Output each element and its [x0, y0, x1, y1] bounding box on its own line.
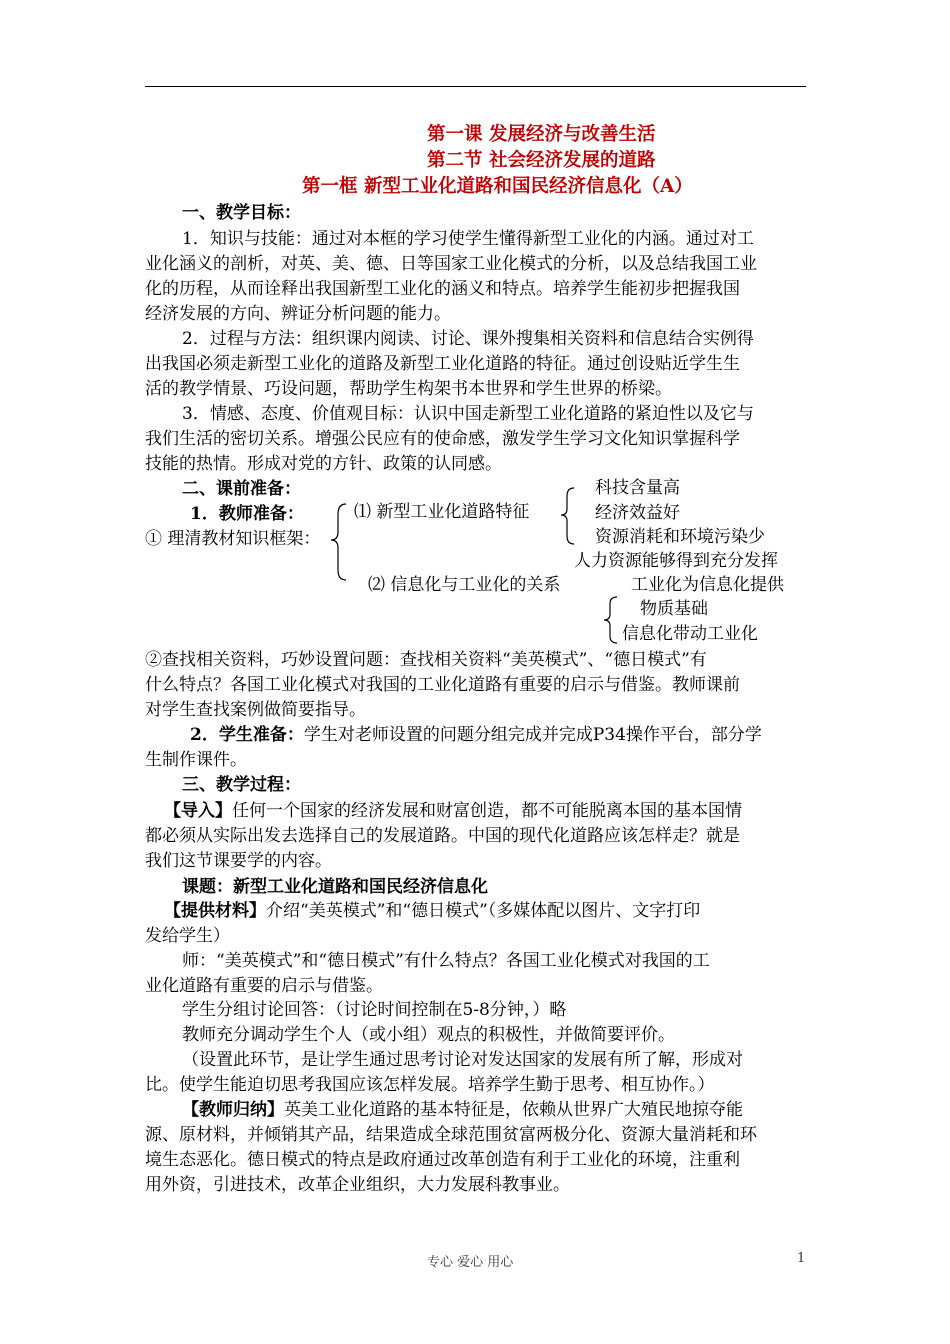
paragraph-line: 化的历程，从而诠释出我国新型工业化的涵义和特点。培养学生能初步把握我国 [145, 279, 740, 299]
features-brace-icon [558, 486, 578, 546]
paragraph-line: 比。使学生能迫切思考我国应该怎样发展。培养学生勤于思考、相互协作。） [145, 1075, 715, 1095]
paragraph-line: 出我国必须走新型工业化的道路及新型工业化道路的特征。通过创设贴近学生生 [145, 354, 740, 374]
paragraph-line: 活的教学情景、巧设问题，帮助学生构架书本世界和学生世界的桥梁。 [145, 379, 672, 399]
paragraph-line: 师：“美英模式”和“德日模式”有什么特点？各国工业化模式对我国的工 [182, 951, 710, 971]
paragraph-line: 什么特点？各国工业化模式对我国的工业化道路有重要的启示与借鉴。教师课前 [145, 675, 740, 695]
relationship-item: 物质基础 [640, 599, 708, 619]
paragraph-line: 源、原材料，并倾销其产品，结果造成全球范围贫富两极分化、资源大量消耗和环 [145, 1125, 757, 1145]
framework-branch-features: ⑴ 新型工业化道路特征 [354, 502, 530, 522]
paragraph-line: 教师充分调动学生个人（或小组）观点的积极性，并做简要评价。 [182, 1025, 675, 1045]
intro-text: 任何一个国家的经济发展和财富创造，都不可能脱离本国的基本国情 [232, 801, 742, 821]
heading-preparation: 二、课前准备： [182, 479, 301, 499]
paragraph-line: 业化道路有重要的启示与借鉴。 [145, 976, 383, 996]
paragraph-line: 3．情感、态度、价值观目标：认识中国走新型工业化道路的紧迫性以及它与 [182, 404, 754, 424]
material-line [164, 899, 700, 923]
paragraph-line: 1．知识与技能：通过对本框的学习使学生懂得新型工业化的内涵。通过对工 [182, 229, 754, 249]
paragraph-line: 发给学生） [145, 926, 230, 946]
lesson-topic: 课题：新型工业化道路和国民经济信息化 [182, 877, 488, 897]
material-text: 介绍“美英模式”和“德日模式”（多媒体配以图片、文字打印 [266, 901, 701, 921]
paragraph-line: 2．过程与方法：组织课内阅读、讨论、课外搜集相关资料和信息结合实例得 [182, 329, 754, 349]
paragraph-line: 业化涵义的剖析，对英、美、德、日等国家工业化模式的分析，以及总结我国工业 [145, 254, 757, 274]
student-prep-text: 学生对老师设置的问题分组完成并完成P34操作平台，部分学 [303, 725, 762, 745]
heading-process: 三、教学过程： [182, 775, 301, 795]
feature-item: 经济效益好 [595, 503, 680, 523]
summary-line [182, 1098, 743, 1122]
feature-item: 资源消耗和环境污染少 [595, 527, 765, 547]
heading-objectives: 一、教学目标： [182, 203, 301, 223]
intro-line [164, 799, 742, 823]
summary-text: 英美工业化道路的基本特征是，依赖从世界广大殖民地掠夺能 [284, 1100, 743, 1120]
relationship-brace-icon [601, 595, 621, 645]
feature-item: 人力资源能够得到充分发挥 [574, 551, 778, 571]
student-prep-label: 2．学生准备： [190, 725, 304, 745]
framework-branch-relationship: ⑵ 信息化与工业化的关系 [368, 575, 561, 595]
material-label: 【提供材料】 [164, 901, 266, 921]
paragraph-line: 生制作课件。 [145, 750, 247, 770]
paragraph-line: 我们这节课要学的内容。 [145, 851, 332, 871]
paragraph-line: 学生分组讨论回答：（讨论时间控制在5-8分钟，）略 [182, 1000, 567, 1020]
relationship-item: 工业化为信息化提供 [631, 575, 784, 595]
feature-item: 科技含量高 [595, 478, 680, 498]
section-title: 第二节 社会经济发展的道路 [427, 150, 656, 171]
intro-label: 【导入】 [164, 801, 232, 821]
framework-root: ① 理清教材知识框架： [145, 529, 321, 549]
paragraph-line: 用外资，引进技术，改革企业组织，大力发展科教事业。 [145, 1175, 570, 1195]
page-number: 1 [797, 1251, 806, 1266]
teacher-prep-label: 1．教师准备： [190, 504, 304, 524]
paragraph-line: （设置此环节，是让学生通过思考讨论对发达国家的发展有所了解，形成对 [182, 1050, 743, 1070]
paragraph-line: ②查找相关资料，巧妙设置问题：查找相关资料“美英模式”、“德日模式”有 [145, 650, 707, 670]
paragraph-line: 我们生活的密切关系。增强公民应有的使命感，激发学生学习文化知识掌握科学 [145, 429, 740, 449]
header-rule [145, 86, 806, 87]
paragraph-line: 境生态恶化。德日模式的特点是政府通过改革创造有利于工业化的环境，注重利 [145, 1150, 740, 1170]
paragraph-line: 经济发展的方向、辨证分析问题的能力。 [145, 304, 451, 324]
student-prep [190, 723, 762, 747]
lesson-title: 第一课 发展经济与改善生活 [427, 124, 656, 145]
summary-label: 【教师归纳】 [182, 1100, 284, 1120]
outer-brace-icon [328, 502, 350, 582]
paragraph-line: 对学生查找案例做简要指导。 [145, 700, 366, 720]
relationship-item: 信息化带动工业化 [622, 624, 758, 644]
paragraph-line: 技能的热情。形成对党的方针、政策的认同感。 [145, 454, 502, 474]
paragraph-line: 都必须从实际出发去选择自己的发展道路。中国的现代化道路应该怎样走？就是 [145, 826, 740, 846]
frame-title: 第一框 新型工业化道路和国民经济信息化（A） [302, 176, 693, 197]
footer-motto: 专心 爱心 用心 [427, 1255, 514, 1270]
